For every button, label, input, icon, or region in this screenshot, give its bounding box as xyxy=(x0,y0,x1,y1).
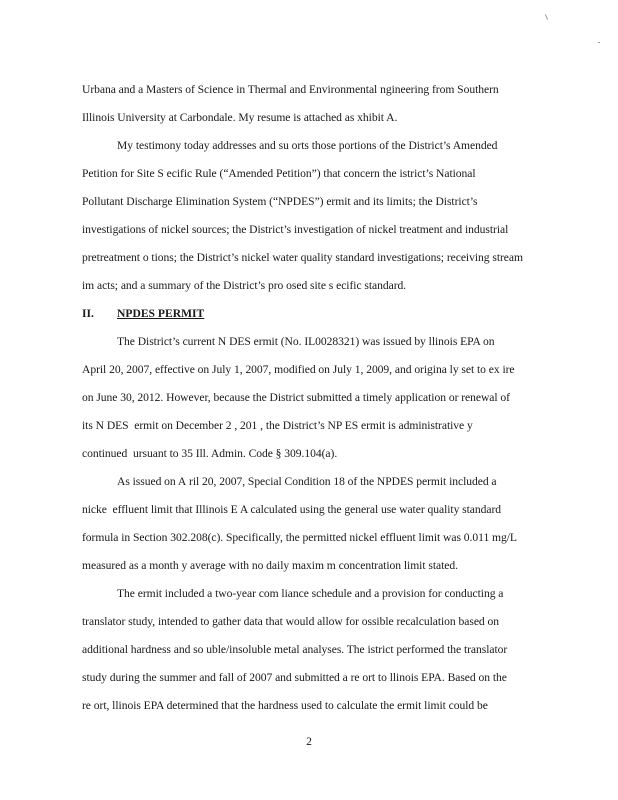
text-line: continued ursuant to 35 Ill. Admin. Code § 309.104(a). xyxy=(82,447,338,460)
text-line: Pollutant Discharge Elimination System (“NPDES”) ermit and its limits; the District’s xyxy=(82,195,478,208)
text-line: pretreatment o tions; the District’s nickel water quality standard investigations; receiving stream xyxy=(82,251,523,264)
text-line: April 20, 2007, effective on July 1, 2007, modified on July 1, 2009, and origina ly set to ex ire xyxy=(82,363,515,376)
text-line: measured as a month y average with no daily maxim m concentration limit stated. xyxy=(82,559,458,572)
text-line: translator study, intended to gather data that would allow for ossible recalculation based on xyxy=(82,615,500,628)
text-line: nicke effluent limit that Illinois E A calculated using the general use water quality standard xyxy=(82,503,502,516)
section-title: NPDES PERMIT xyxy=(117,307,205,320)
scan-speck xyxy=(545,14,548,20)
text-line: Urbana and a Masters of Science in Thermal and Environmental ngineering from Southern xyxy=(82,83,499,96)
text-line: Illinois University at Carbondale. My resume is attached as xhibit A. xyxy=(82,111,398,124)
text-line: Petition for Site S ecific Rule (“Amended Petition”) that concern the istrict’s National xyxy=(82,167,476,180)
text-line: additional hardness and so uble/insoluble metal analyses. The istrict performed the translator xyxy=(82,643,508,656)
scan-speck xyxy=(598,42,600,43)
text-line: its N DES ermit on December 2 , 201 , the District’s NP ES ermit is administrative y xyxy=(82,419,473,432)
text-line: investigations of nickel sources; the District’s investigation of nickel treatment and industrial xyxy=(82,223,509,236)
page-number: 2 xyxy=(306,735,312,748)
text-line: on June 30, 2012. However, because the District submitted a timely application or renewal of xyxy=(82,391,510,404)
text-line: The ermit included a two-year com liance schedule and a provision for conducting a xyxy=(117,587,504,600)
text-line: formula in Section 302.208(c). Specifically, the permitted nickel effluent limit was 0.011 mg/L xyxy=(82,531,517,544)
text-line: re ort, llinois EPA determined that the hardness used to calculate the ermit limit could be xyxy=(82,699,488,712)
text-line: My testimony today addresses and su orts those portions of the District’s Amended xyxy=(117,139,498,152)
text-line: The District’s current N DES ermit (No. IL0028321) was issued by llinois EPA on xyxy=(117,335,495,348)
text-line: im acts; and a summary of the District’s pro osed site s ecific standard. xyxy=(82,279,407,292)
text-line: As issued on A ril 20, 2007, Special Condition 18 of the NPDES permit included a xyxy=(117,475,497,488)
section-number: II. xyxy=(82,307,94,320)
text-line: study during the summer and fall of 2007 and submitted a re ort to llinois EPA. Based on the xyxy=(82,671,507,684)
